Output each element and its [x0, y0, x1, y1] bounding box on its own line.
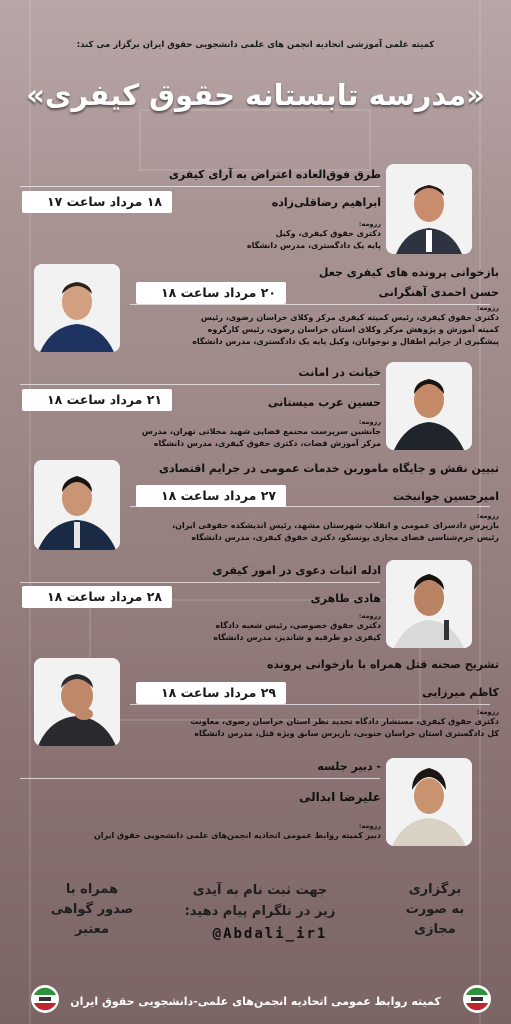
speaker-photo [34, 264, 120, 352]
page-title: «مدرسه تابستانه حقوق کیفری» [26, 78, 485, 112]
speaker-name: کاظم میرزایی [422, 686, 499, 699]
session-topic: بازخوانی پرونده های کیفری جعل [318, 266, 499, 279]
bio-label: رزومه: [358, 612, 381, 620]
bottom-org-line: کمیته روابط عمومی اتحادیه انجمن‌های علمی-دانشجویی حقوق ایران [70, 995, 441, 1008]
session-topic: خیانت در امانت [298, 366, 381, 379]
bio-label: رزومه: [476, 512, 499, 520]
session-date: ۲۰ مرداد ساعت ۱۸ [136, 282, 286, 304]
session-topic: طرق فوق‌العاده اعتراض به آرای کیفری [168, 168, 381, 181]
speaker-name: حسین عرب میستانی [268, 396, 381, 409]
speaker-photo [386, 164, 472, 254]
speaker-bio: بازپرس دادسرای عمومی و انقلاب شهرستان مشهد، رئیس اندیشکده حقوقی ایران، رئیس جرم‌شناسی فضای مجازی یونسکو، دکتری حقوق کیفری، مدرس دانشگاه [172, 521, 499, 542]
session-date: ۱۸ مرداد ساعت ۱۷ [22, 191, 172, 213]
bio-label: رزومه: [358, 418, 381, 426]
session-date: ۲۷ مرداد ساعت ۱۸ [136, 485, 286, 507]
organizer-line: کمیته علمی آموزشی اتحادیه انجمن های علمی دانشجویی حقوق ایران برگزار می کند: [76, 40, 435, 50]
speaker-bio: دکتری حقوق کیفری، رئیس کمیته کیفری مرکز وکلای خراسان رضوی، رئیس کمیته آموزش و پژوهش مرکز وکلای استان خراسان رضوی، رئیس کارگروه پیشگیری از جرایم اطفال و نوجوانان، وکیل پایه یک دادگستری، مدرس دانشگاه [192, 313, 499, 346]
bio-label: رزومه: [358, 822, 381, 830]
divider [20, 582, 380, 583]
speaker-bio: دکتری حقوق کیفری، مستشار دادگاه تجدید نظر استان خراسان رضوی، معاونت کل دادگستری استان خراسان جنوبی، بازپرس سابق ویژه قتل، مدرس دانشگاه [190, 717, 499, 738]
bio-label: رزومه: [476, 304, 499, 312]
session-date: ۲۸ مرداد ساعت ۱۸ [22, 586, 172, 608]
secretary-role: - دبیر جلسه [317, 760, 381, 773]
telegram-handle[interactable]: @Abdali_ir1 [212, 926, 328, 942]
session-topic: تشریح صحنه قتل همراه با بازخوانی پرونده [266, 658, 499, 671]
secretary-bio: دبیر کمیته روابط عمومی اتحادیه انجمن‌های علمی دانشجویی حقوق ایران [93, 831, 381, 840]
speaker-photo [386, 362, 472, 450]
mode-info: برگزاری به صورت مجازی [405, 882, 465, 937]
speaker-name: امیرحسین جوانبخت [392, 490, 499, 503]
secretary-name: علیرضا ابدالی [298, 790, 381, 804]
speaker-photo [386, 560, 472, 648]
speaker-bio: جانشین سرپرست مجتمع قضایی شهید محلاتی تهران، مدرس مرکز آموزش قضات، دکتری حقوق کیفری، مدرس دانشگاه [141, 427, 381, 448]
session-topic: ادله اثبات دعوی در امور کیفری [212, 564, 381, 577]
certificate-info: همراه با صدور گواهی معتبر [50, 882, 134, 937]
divider [20, 186, 380, 187]
bio-label: رزومه: [476, 708, 499, 716]
speaker-photo [34, 460, 120, 550]
divider [130, 704, 490, 705]
divider [20, 778, 380, 779]
speaker-name: ابراهیم رضاقلی‌زاده [271, 196, 381, 209]
speaker-name: حسن احمدی آهنگرانی [378, 286, 499, 299]
bio-label: رزومه: [358, 220, 381, 228]
speaker-bio: دکتری حقوق خصوصی، رئیس شعبه دادگاه کیفری دو طرقبه و شاندیز، مدرس دانشگاه [213, 621, 381, 642]
session-date: ۲۱ مرداد ساعت ۱۸ [22, 389, 172, 411]
speaker-name: هادی طاهری [310, 592, 381, 605]
divider [130, 304, 490, 305]
secretary-photo [386, 758, 472, 846]
speaker-bio: دکتری حقوق کیفری، وکیل پایه یک دادگستری، مدرس دانشگاه [246, 229, 381, 250]
session-date: ۲۹ مرداد ساعت ۱۸ [136, 682, 286, 704]
registration-info: جهت ثبت نام به آیدی زیر در تلگرام پیام دهید: [184, 883, 336, 919]
divider [130, 506, 490, 507]
session-topic: تبیین نقش و جایگاه ماموربن خدمات عمومی در جرایم اقتصادی [158, 462, 499, 475]
speaker-photo [34, 658, 120, 746]
divider [20, 384, 380, 385]
